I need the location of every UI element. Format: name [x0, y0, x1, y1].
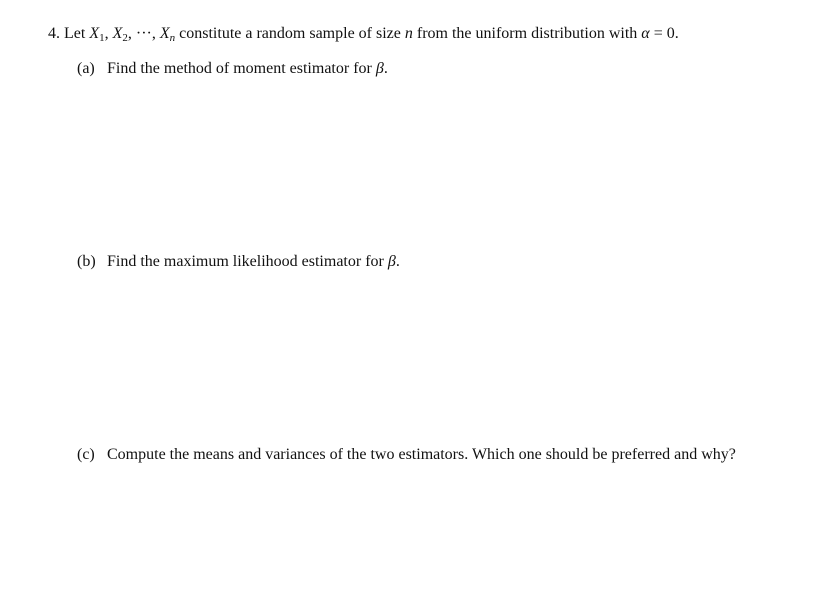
math-separator: ,	[104, 25, 109, 42]
problem-text-end: from the uniform distribution with	[416, 25, 638, 42]
math-subscript: 1	[99, 32, 105, 44]
part-label: (a)	[77, 60, 95, 77]
part-punctuation: .	[395, 253, 400, 270]
math-equals-zero: = 0.	[653, 25, 679, 42]
math-variable: X	[112, 25, 123, 42]
part-b	[77, 251, 400, 272]
problem-number: 4.	[48, 25, 60, 42]
math-subscript: 2	[122, 32, 128, 44]
math-variable: X	[159, 25, 170, 42]
part-label: (c)	[77, 446, 95, 463]
problem-intro-lead: Let	[64, 25, 86, 42]
math-separator: ,	[127, 25, 132, 42]
part-text: Find the method of moment estimator for	[107, 60, 372, 77]
math-subscript: n	[169, 32, 176, 44]
part-text: Compute the means and variances of the two estimators. Which one should be preferred and why?	[107, 446, 736, 463]
math-variable: X	[89, 25, 100, 42]
part-a	[77, 58, 388, 79]
part-body	[107, 58, 388, 79]
problem-text-mid: constitute a random sample of size	[179, 25, 401, 42]
math-ellipsis: ···,	[135, 25, 156, 42]
math-variable: n	[404, 25, 413, 42]
part-punctuation: .	[383, 60, 388, 77]
math-beta: β	[387, 253, 396, 270]
math-beta: β	[375, 60, 384, 77]
part-body	[107, 251, 400, 272]
part-c	[77, 444, 787, 465]
math-alpha: α	[641, 25, 650, 42]
problem-statement	[48, 23, 793, 49]
part-label: (b)	[77, 253, 96, 270]
part-text: Find the maximum likelihood estimator for	[107, 253, 384, 270]
